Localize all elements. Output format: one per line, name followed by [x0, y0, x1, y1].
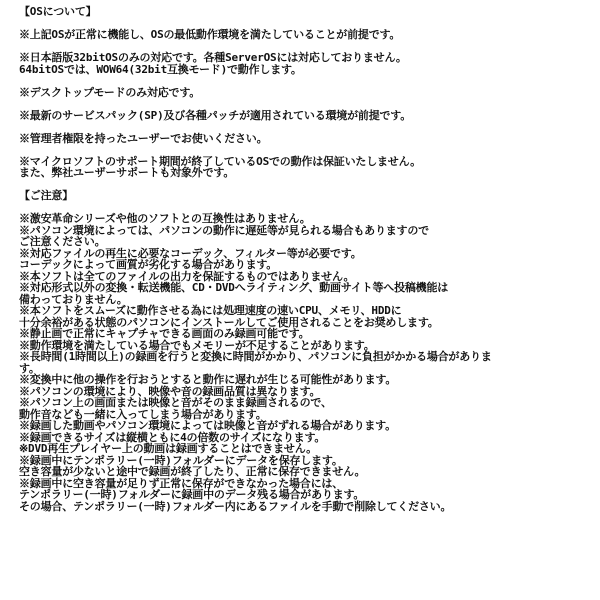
os-note-line: ※デスクトップモードのみ対応です。 [19, 85, 201, 99]
note-line: コーデックによって画質が劣化する場合があります。 [19, 258, 278, 271]
note-line: ※パソコン上の画面または映像と音がそのまま録画されるので、 [19, 396, 332, 409]
os-note-line: ※マイクロソフトのサポート期間が終了しているOSでの動作は保証いたしません。 [19, 154, 421, 168]
note-line: ※変換中に他の操作を行おうとすると動作に遅れが生じる可能性があります。 [19, 373, 397, 386]
os-note-line: 64bitOSでは、WOW64(32bit互換モード)で動作します。 [19, 62, 302, 76]
note-line: ご注意ください。 [19, 235, 106, 248]
note-line: 空き容量が少ないと途中で録画が終了したり、正常に保存できません。 [19, 465, 366, 478]
note-line: ※録画できるサイズは縦横ともに4の倍数のサイズになります。 [19, 430, 326, 444]
note-line: 十分余裕がある状態のパソコンにインストールしてご使用されることをお奨めします。 [19, 315, 439, 329]
note-line: ※対応形式以外の変換・転送機能、CD・DVDへライティング、動画サイト等へ投稿機能は [19, 281, 449, 294]
note-line: ※本ソフトは全てのファイルの出力を保証するものではありません。 [19, 269, 355, 283]
note-line: ※動作環境を満たしている場合でもメモリーが不足することがあります。 [19, 338, 375, 352]
note-line: 備わっておりません。 [19, 292, 128, 306]
os-note-line: ※上記OSが正常に機能し、OSの最低動作環境を満たしていることが前提です。 [19, 28, 401, 41]
spacer [19, 98, 592, 110]
note-line: ※本ソフトをスムーズに動作させる為には処理速度の速いCPU、メモリ、HDDに [19, 304, 402, 317]
os-section-heading: 【OSについて】 [19, 5, 97, 18]
spacer [19, 121, 592, 133]
note-line: ※長時間(1時間以上)の録画を行うと変換に時間がかかり、パソコンに負担がかかる場合がありま [19, 350, 492, 363]
note-line: ※DVD再生プレイヤー上の動画は録画することはできません。 [19, 442, 317, 455]
note-line: ※静止画で正常にキャプチャできる画面のみ録画可能です。 [19, 327, 310, 340]
note-line: ※録画した動画やパソコン環境によっては映像と音がずれる場合があります。 [19, 419, 396, 432]
note-line: ※録画中に空き容量が足りず正常に保存ができなかった場合には、 [19, 476, 343, 490]
note-line: ※激安革命シリーズや他のソフトとの互換性はありません。 [19, 212, 311, 225]
note-line: その場合、テンポラリー(一時)フォルダー内にあるファイルを手動で削除してください。 [19, 499, 452, 513]
note-line: 動作音なども一緒に入ってしまう場合があります。 [19, 407, 267, 421]
os-note-line: ※日本語版32bitOSのみの対応です。各種ServerOSには対応しておりません。 [19, 51, 407, 64]
note-line: す。 [19, 361, 40, 375]
note-line: ※パソコン環境によっては、パソコンの動作に遅延等が見られる場合もありますので [19, 223, 429, 237]
note-line: ※対応ファイルの再生に必要なコーデック、フィルター等が必要です。 [19, 246, 362, 260]
note-line: ※録画中にテンポラリー(一時)フォルダーにデータを保存します。 [19, 453, 343, 467]
notes-list [19, 213, 592, 512]
os-note-line: また、弊社ユーザーサポートも対象外です。 [19, 166, 235, 179]
os-note-line: ※管理者権限を持ったユーザーでお使いください。 [19, 131, 268, 145]
spacer [19, 75, 592, 87]
note-line: テンポラリー(一時)フォルダーに録画中のデータ残る場合があります。 [19, 488, 365, 501]
notes-section-heading: 【ご注意】 [19, 189, 73, 202]
spacer [19, 144, 592, 156]
note-line: ※パソコンの環境により、映像や音の録画品質は異なります。 [19, 384, 321, 398]
os-note-line: ※最新のサービスパック(SP)及び各種パッチが適用されている環境が前提です。 [19, 108, 412, 122]
spacer [19, 179, 592, 191]
